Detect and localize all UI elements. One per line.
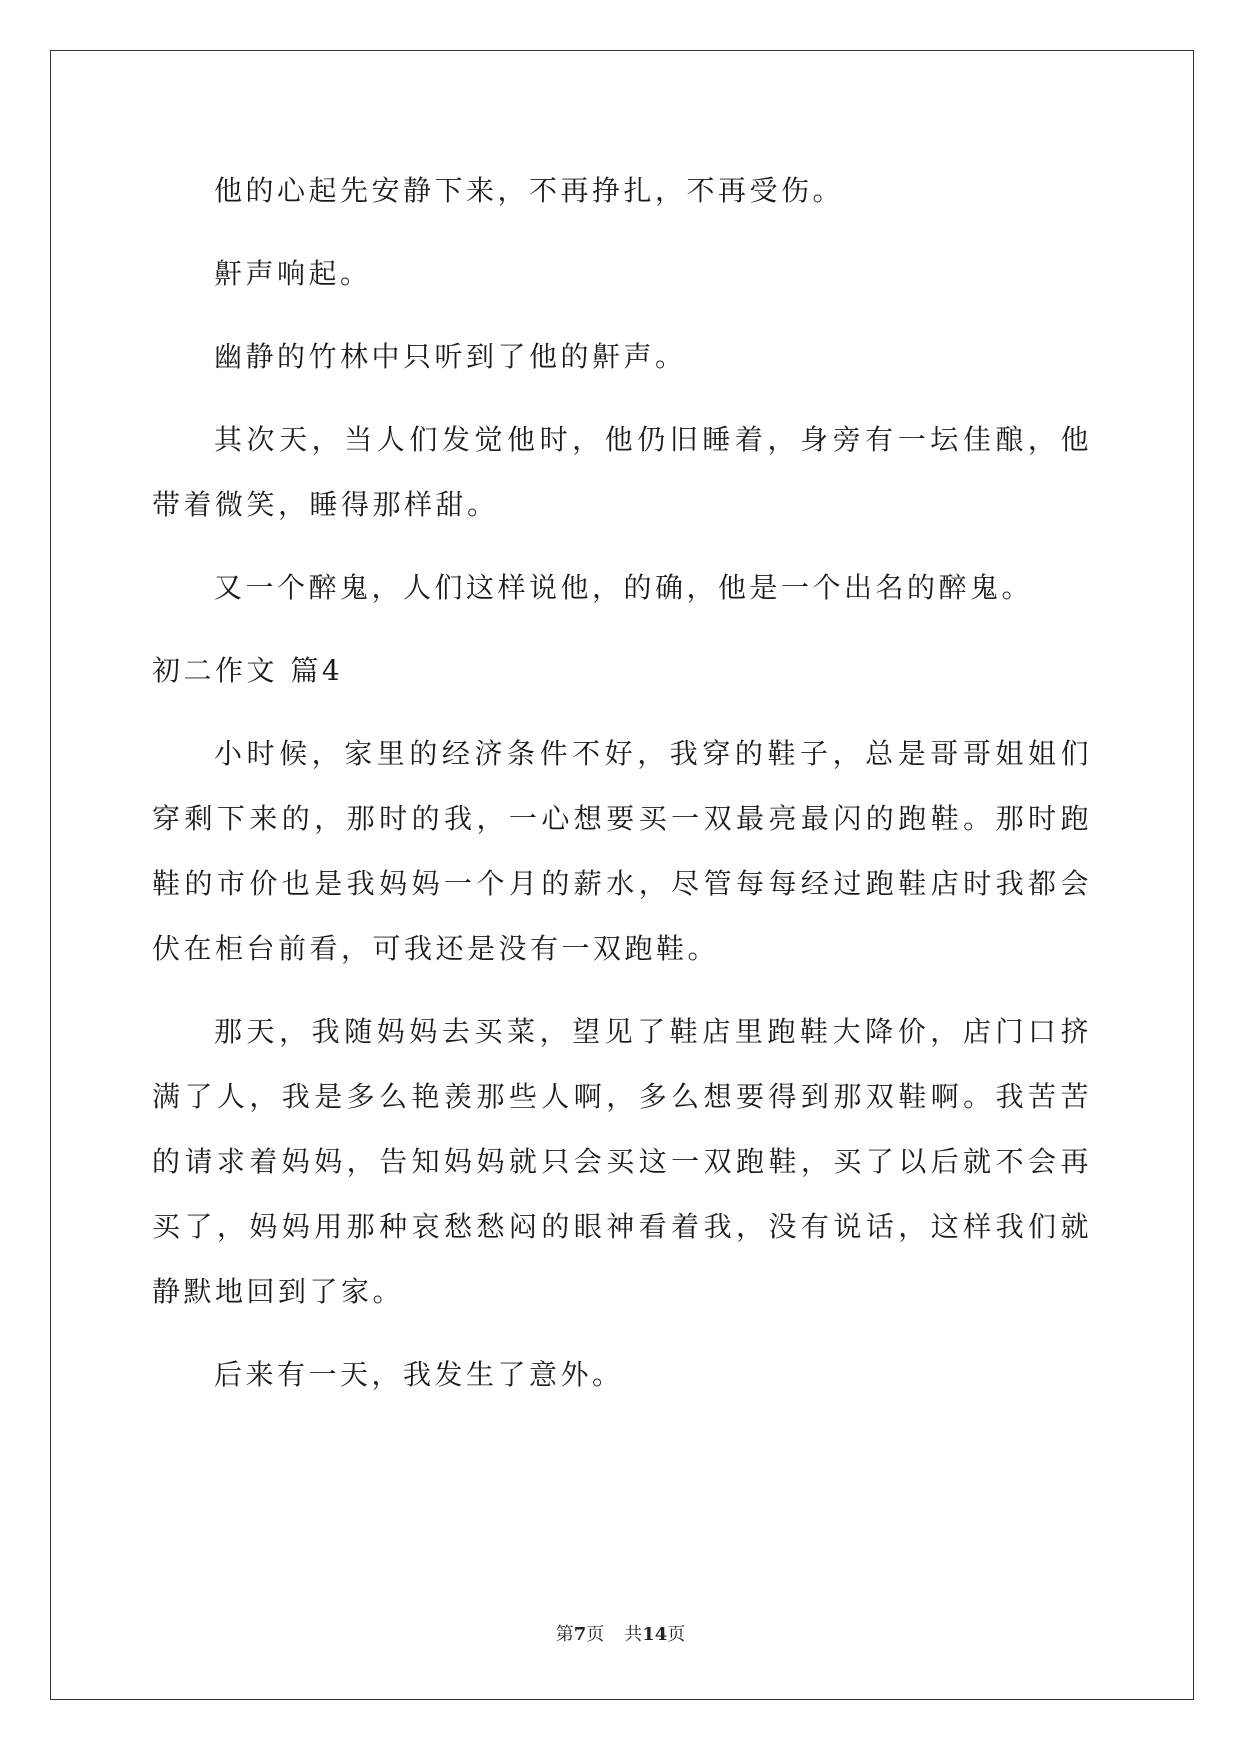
paragraph: 他的心起先安静下来，不再挣扎，不再受伤。 <box>214 174 845 207</box>
paragraph: 幽静的竹林中只听到了他的鼾声。 <box>214 340 687 373</box>
total-prefix: 共 <box>624 1624 643 1645</box>
page-prefix: 第 <box>555 1624 574 1645</box>
total-pages: 14 <box>642 1624 668 1645</box>
total-suffix: 页 <box>667 1624 686 1645</box>
paragraph: 鼾声响起。 <box>214 257 372 290</box>
paragraph: 那天，我随妈妈去买菜，望见了鞋店里跑鞋大降价，店门口挤满了人，我是多么艳羡那些人啊，多么想要得到那双鞋啊。我苦苦的请求着妈妈，告知妈妈就只会买这一双跑鞋，买了以后就不会再买了，妈妈用那种哀愁愁闷的眼神看着我，没有说话，这样我们就静默地回到了家。 <box>152 1015 1092 1308</box>
section-heading: 初二作文 篇4 <box>152 654 344 687</box>
page-footer <box>0 1620 1241 1646</box>
paragraph: 小时候，家里的经济条件不好，我穿的鞋子，总是哥哥姐姐们穿剩下来的，那时的我，一心想要买一双最亮最闪的跑鞋。那时跑鞋的市价也是我妈妈一个月的薪水，尽管每每经过跑鞋店时我都会伏在柜台前看，可我还是没有一双跑鞋。 <box>152 737 1092 965</box>
paragraph: 后来有一天，我发生了意外。 <box>214 1358 624 1391</box>
document-body <box>152 158 1092 1407</box>
page-suffix: 页 <box>586 1624 605 1645</box>
page-number: 7 <box>573 1624 587 1645</box>
paragraph: 又一个醉鬼，人们这样说他，的确，他是一个出名的醉鬼。 <box>214 571 1034 604</box>
paragraph: 其次天，当人们发觉他时，他仍旧睡着，身旁有一坛佳酿，他带着微笑，睡得那样甜。 <box>152 423 1092 521</box>
